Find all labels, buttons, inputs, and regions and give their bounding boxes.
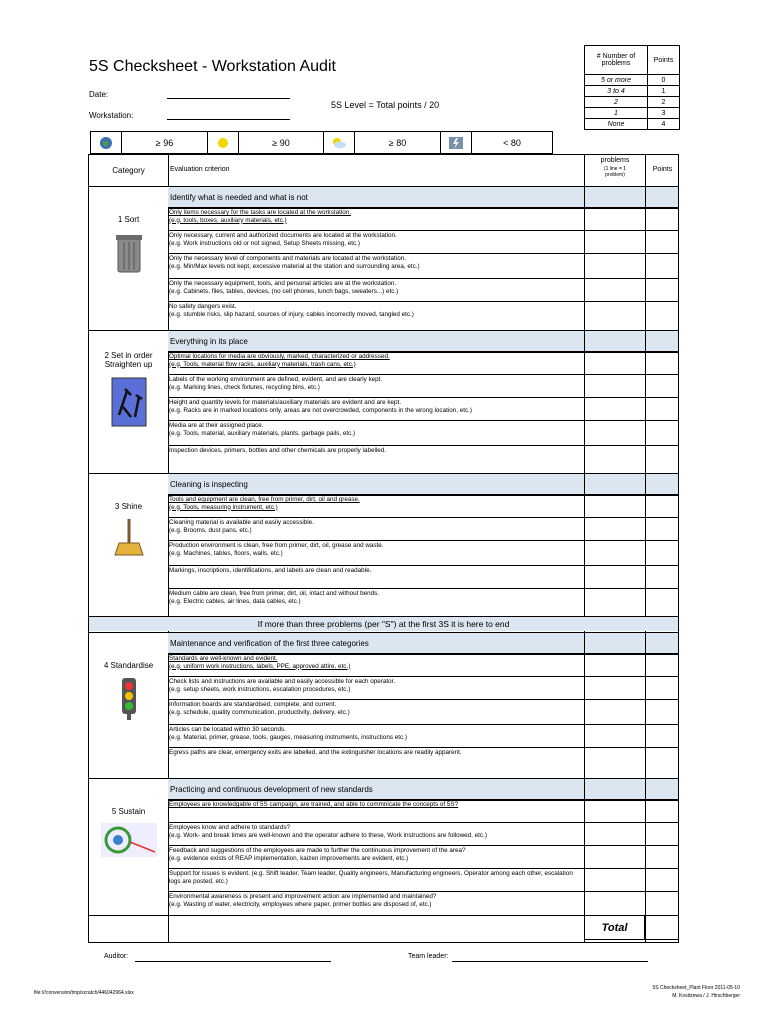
section-header-text: Everything in its place: [170, 337, 248, 346]
problems-cell[interactable]: [584, 231, 644, 254]
points-cell[interactable]: [645, 566, 679, 589]
problems-cell[interactable]: [584, 352, 644, 375]
criterion-text: [169, 422, 581, 437]
criterion-example: (e.g. setup sheets, work instructions, escalation procedures, etc.): [169, 685, 351, 693]
points-cell[interactable]: [645, 254, 679, 279]
rating-below-80: < 80: [503, 137, 521, 148]
rating-80: ≥ 80: [355, 132, 441, 153]
criterion-text: [169, 678, 581, 693]
table-row: [168, 868, 678, 892]
workstation-label: Workstation:: [89, 111, 134, 120]
points-cell[interactable]: [645, 231, 679, 254]
criterion-example: (e.g. tools, boxes, auxiliary materials, etc.): [169, 216, 287, 224]
problems-cell[interactable]: [584, 846, 644, 869]
problems-cell[interactable]: [584, 892, 644, 915]
points-cell[interactable]: [645, 846, 679, 869]
audit-grid: [88, 154, 679, 943]
section-header: [168, 778, 678, 801]
broom-icon: [113, 517, 145, 557]
criterion-text: [169, 232, 581, 247]
section-header: [168, 632, 678, 655]
criterion-example: (e.g. Tools, material flow racks, auxiliary materials, trash cans, etc.): [169, 360, 356, 368]
criterion-text: [169, 519, 581, 534]
table-row: [168, 891, 678, 915]
rating-96: ≥ 96: [122, 132, 208, 153]
score-cell: 3 to 4: [585, 86, 648, 97]
problems-cell[interactable]: [584, 398, 644, 421]
table-row: [168, 565, 678, 589]
section-header-text: Maintenance and verification of the first three categories: [170, 639, 369, 648]
criterion-main: No safety dangers exist.: [169, 303, 237, 310]
criterion-example: (e.g. Tools, material, auxiliary materials, plants, garbage pails, etc.): [169, 429, 356, 437]
criterion-example: (e.g. evidence exists of REAP implementation, kaizen improvements are evident, etc.): [169, 854, 409, 862]
criterion-main: Employees are knowledgable of 5S campaign, are trained, and able to commnicate the concepts of 5S?: [169, 801, 459, 808]
points-cell[interactable]: [645, 398, 679, 421]
globe-icon: [91, 132, 122, 153]
score-cell: None: [585, 119, 648, 130]
score-cell: 2: [648, 97, 680, 108]
criterion-main: Only items necessary for the tasks are located at the workstation.: [169, 209, 351, 216]
score-header-points: Points: [648, 46, 680, 75]
points-cell[interactable]: [645, 352, 679, 375]
problems-cell[interactable]: [584, 589, 644, 612]
criterion-text: [169, 280, 581, 295]
workstation-field[interactable]: [167, 119, 290, 120]
table-row: [168, 253, 678, 279]
criterion-main: Feedback and suggestions of the employees are made to further the continuous improvement of the area?: [169, 847, 466, 854]
problems-cell[interactable]: [584, 446, 644, 467]
points-cell[interactable]: [645, 446, 679, 467]
problems-cell[interactable]: [584, 566, 644, 589]
section-header: [168, 330, 678, 353]
criterion-text: [169, 701, 581, 716]
problems-cell[interactable]: [584, 779, 646, 800]
storm-icon: [441, 132, 472, 153]
criterion-example: (e.g. Brooms, dust pans, etc.): [169, 526, 252, 534]
criterion-main: Markings, inscriptions, identifications, and labels are clean and readable.: [169, 567, 372, 574]
criterion-main: Only the necessary equipment, tools, and personal articles are at the workstation.: [169, 280, 397, 287]
problems-cell[interactable]: [584, 421, 644, 446]
problems-cell[interactable]: [584, 700, 644, 725]
problems-cell[interactable]: [584, 823, 644, 846]
criterion-text: [169, 590, 581, 605]
criterion-main: Standards are well-known and evident.: [169, 655, 278, 662]
criterion-text: [169, 870, 581, 885]
section-header-text: Cleaning is inspecting: [170, 480, 248, 489]
problems-cell[interactable]: [584, 869, 644, 892]
problems-cell[interactable]: [584, 725, 644, 748]
total-cell[interactable]: [645, 915, 679, 940]
points-cell[interactable]: [645, 700, 679, 725]
col-criterion: Evaluation criterion: [170, 166, 230, 173]
score-cell: 1: [648, 86, 680, 97]
section-header: [168, 473, 678, 496]
points-cell[interactable]: [645, 654, 679, 677]
category-label: 1 Sort: [117, 215, 140, 224]
rating-bar: [90, 131, 553, 154]
points-cell[interactable]: [645, 541, 679, 566]
points-cell[interactable]: [645, 800, 679, 823]
table-row: [168, 845, 678, 869]
criterion-text: [169, 567, 581, 575]
criterion-main: Medium cable are clean, free from primer, dirt, oil, intact and without bends.: [169, 590, 379, 597]
criterion-text: [169, 655, 581, 670]
criterion-main: Support for issues is evident. (e.g. Shift leader, Team leader, Quality engineers, Manufacturing engineers, Operator among each other, escalation logs are posted, etc.): [169, 870, 573, 885]
team-leader-field[interactable]: [452, 961, 648, 962]
criterion-main: Tools and equipment are clean, free from primer, dirt, oil and grease.: [169, 496, 360, 503]
criterion-main: Media are at their assigned place.: [169, 422, 264, 429]
criterion-example: (e.g. stumble risks, slip hazard, sources of injury, cables incorrectly moved, tangled etc.): [169, 310, 414, 318]
criterion-text: [169, 824, 581, 839]
table-row: [168, 207, 678, 231]
col-category: Category: [112, 166, 145, 175]
criterion-example: (e.g. Work- and break times are well-known and the operator adhere to these, Work instructions are followed, etc.): [169, 831, 487, 839]
problems-cell[interactable]: [584, 187, 646, 208]
criterion-text: [169, 496, 581, 511]
criterion-text: [169, 847, 581, 862]
criterion-main: Only the necessary level of components and materials are located at the workstation.: [169, 255, 406, 262]
points-cell[interactable]: [645, 375, 679, 398]
criterion-text: [169, 726, 581, 741]
problems-cell[interactable]: [584, 495, 644, 518]
category-label: 4 Standardise: [103, 661, 154, 670]
criterion-main: Employees know and adhere to standards?: [169, 824, 291, 831]
criterion-text: [169, 255, 581, 270]
criterion-example: (e.g. Cabinets, files, tables, devices, (no cell phones, lunch bags, sweaters...) etc.): [169, 287, 399, 295]
criterion-example: (e.g. Racks are in marked locations only, areas are not overcrowded, components in the wrong location, etc.): [169, 406, 472, 414]
criterion-main: Labels of the working environment are defined, evident, and are clearly kept.: [169, 376, 383, 383]
col-points: Points: [652, 166, 673, 173]
criterion-text: [169, 749, 581, 757]
criterion-text: [169, 542, 581, 557]
section-header-text: Practicing and continuous development of new standards: [170, 785, 373, 794]
category-icon-wrap: [89, 822, 168, 860]
criterion-main: Production environment is clean, free from primer, dirt, oil, grease and waste.: [169, 542, 384, 549]
table-row: [168, 517, 678, 541]
criterion-main: Only necessary, current and authorized documents are located at the workstation.: [169, 232, 397, 239]
table-row: [168, 588, 678, 612]
problems-cell[interactable]: [584, 375, 644, 398]
problems-cell[interactable]: [584, 654, 644, 677]
col-problems-note: (1 line = 1 problem): [603, 166, 627, 178]
problems-cell[interactable]: [584, 254, 644, 279]
category-label: 2 Set in order Straighten up: [104, 351, 153, 369]
table-row: [168, 278, 678, 302]
date-label: Date:: [89, 90, 109, 99]
score-cell: 5 or more: [585, 75, 648, 86]
points-cell[interactable]: [645, 302, 679, 325]
points-cell[interactable]: [645, 518, 679, 541]
file-path: file:///conversion/tmp/scratch/446042964.xlsx: [34, 990, 134, 996]
table-row: [168, 351, 678, 375]
criterion-main: Cleaning material is available and easily accessible.: [169, 519, 314, 526]
criterion-text: [169, 303, 581, 318]
table-row: [168, 397, 678, 421]
points-cell[interactable]: [645, 495, 679, 518]
criterion-example: (e.g. Marking lines, check fixtures, recycling bins, etc.): [169, 383, 320, 391]
table-row: [168, 724, 678, 748]
category-2: [89, 330, 168, 467]
sun-icon: [208, 132, 239, 153]
col-problems: problems: [600, 157, 630, 164]
category-icon-wrap: [89, 517, 168, 559]
criterion-main: Check lists and instructions are available and easily accessible for each operator.: [169, 678, 396, 685]
problems-cell[interactable]: [584, 633, 646, 654]
problems-cell[interactable]: [584, 208, 644, 231]
problems-cell[interactable]: [584, 279, 644, 302]
table-row: [168, 799, 678, 823]
section-header-text: Identify what is needed and what is not: [170, 193, 308, 202]
table-row: [168, 653, 678, 677]
table-row: [168, 699, 678, 725]
criterion-example: (e.g. Wasting of water, electricity, employees where paper, primer bottles are disposed of, etc.): [169, 900, 432, 908]
score-cell: 3: [648, 108, 680, 119]
rating-90: ≥ 90: [239, 132, 324, 153]
problems-cell[interactable]: [584, 677, 644, 700]
level-formula: 5S Level = Total points / 20: [331, 100, 440, 110]
criterion-example: (e.g. Min/Max levels not kept, excessive material at the station and surrounding area, etc.): [169, 262, 420, 270]
table-row: [168, 230, 678, 254]
auditor-label: Auditor:: [104, 953, 129, 960]
criterion-text: [169, 893, 581, 908]
trash-can-icon: [113, 230, 145, 274]
criterion-main: Environmental awareness is present and improvement action are implemented and maintained?: [169, 893, 437, 900]
cycle-diagram-icon: [100, 822, 158, 858]
criterion-main: Information boards are standardised, complete, and current.: [169, 701, 337, 708]
criterion-example: (e.g. Tools, measuring instrument, etc.): [169, 503, 278, 511]
tools-icon: [111, 377, 147, 427]
table-row: [168, 747, 678, 771]
category-label: 5 Sustain: [111, 807, 146, 816]
problems-cell[interactable]: [584, 302, 644, 325]
points-cell[interactable]: [645, 208, 679, 231]
criterion-example: (e.g. Machines, tables, floors, walls, etc.): [169, 549, 283, 557]
points-cell[interactable]: [645, 279, 679, 302]
table-row: [168, 822, 678, 846]
points-cell[interactable]: [645, 677, 679, 700]
doc-authors: M. Kositzewa / J. Hirschberger: [672, 993, 740, 999]
criterion-text: [169, 376, 581, 391]
criterion-main: Optimal locations for media are obviously, marked, characterized or addressed.: [169, 353, 390, 360]
criterion-example: (e.g. Material, primer, grease, tools, gauges, measuring instruments, instructions etc.): [169, 733, 407, 741]
criterion-example: (e.g. Work instructions old or not signed, Setup Sheets missing, etc.): [169, 239, 360, 247]
points-cell[interactable]: [645, 892, 679, 915]
criterion-text: [169, 399, 581, 414]
table-row: [168, 494, 678, 518]
score-table: [584, 45, 680, 130]
cloud-icon: [324, 132, 355, 153]
criterion-text: [169, 447, 581, 455]
criterion-main: Inspection devices, primers, bottles and other chemicals are properly labelled.: [169, 447, 387, 454]
date-field[interactable]: [167, 98, 290, 99]
stop-band: If more than three problems (per "S") at the first 3S it is here to end: [89, 616, 678, 631]
criterion-text: [169, 801, 581, 809]
doc-ref: 5S Checksheet_Plant Floor 2011-05-10: [652, 985, 740, 991]
criterion-example: (e.g. schedule, quality communication, productivity, delivery, etc.): [169, 708, 350, 716]
score-cell: 2: [585, 97, 648, 108]
category-1: [89, 186, 168, 325]
points-cell[interactable]: [645, 589, 679, 612]
page-title: 5S Checksheet - Workstation Audit: [89, 58, 336, 75]
problems-cell[interactable]: [584, 800, 644, 823]
criterion-main: Articles can be located within 30 seconds.: [169, 726, 286, 733]
score-cell: 0: [648, 75, 680, 86]
points-cell[interactable]: [645, 823, 679, 846]
table-row: [168, 445, 678, 467]
category-5: [89, 778, 168, 915]
auditor-field[interactable]: [135, 961, 331, 962]
criterion-text: [169, 353, 581, 368]
category-3: [89, 473, 168, 612]
table-row: [168, 301, 678, 325]
category-4: [89, 632, 168, 771]
points-cell[interactable]: [645, 725, 679, 748]
criterion-main: Egress paths are clear, emergency exits are labelled, and the extinguisher locations are readily apparent.: [169, 749, 462, 756]
table-row: [168, 676, 678, 700]
table-row: [168, 374, 678, 398]
table-row: [168, 420, 678, 446]
category-icon-wrap: [89, 230, 168, 276]
criterion-example: (e.g. Electric cables, air lines, data cables, etc.): [169, 597, 301, 605]
score-cell: 1: [585, 108, 648, 119]
team-leader-label: Team leader:: [408, 953, 449, 960]
table-row: [168, 540, 678, 566]
category-icon-wrap: [89, 377, 168, 429]
problems-cell[interactable]: [584, 541, 644, 566]
criterion-main: Height and quantity levels for materials/auxiliary materials are evident and are kept.: [169, 399, 402, 406]
problems-cell[interactable]: [584, 474, 646, 495]
section-header: [168, 186, 678, 209]
problems-cell[interactable]: [584, 518, 644, 541]
total-label: Total: [584, 915, 645, 940]
criterion-example: (e.g. uniform work instructions, labels, PPE, approved attire, etc.): [169, 662, 351, 670]
criterion-text: [169, 209, 581, 224]
points-cell[interactable]: [645, 869, 679, 892]
points-cell[interactable]: [645, 748, 679, 771]
problems-cell[interactable]: [584, 748, 644, 771]
traffic-light-icon: [118, 676, 140, 720]
category-icon-wrap: [89, 676, 168, 722]
problems-cell[interactable]: [584, 331, 646, 352]
score-cell: 4: [648, 119, 680, 130]
score-header-problems: # Number of problems: [585, 46, 648, 75]
points-cell[interactable]: [645, 421, 679, 446]
category-label: 3 Shine: [114, 502, 143, 511]
